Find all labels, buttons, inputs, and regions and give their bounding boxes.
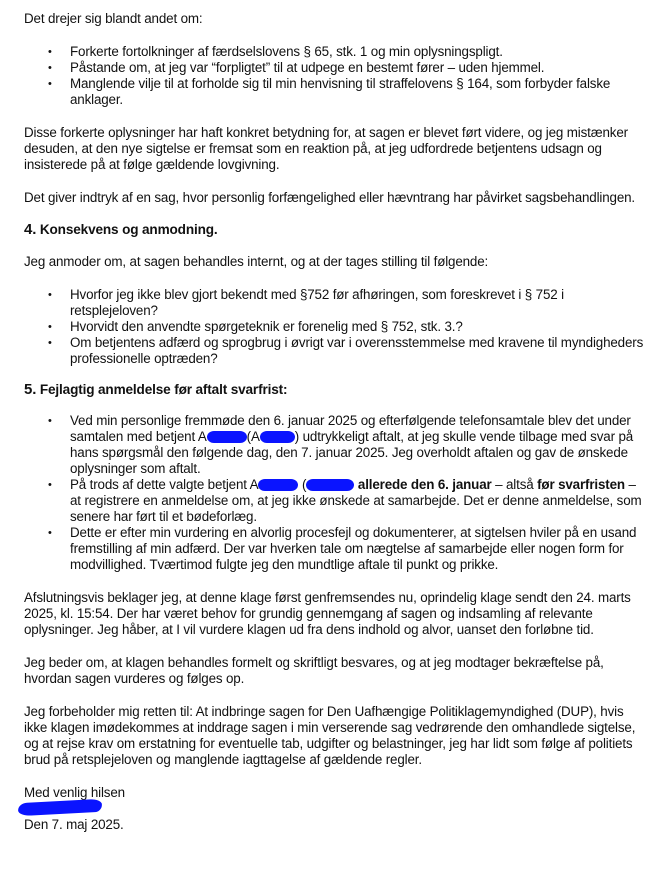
section-heading-4 [24,221,644,239]
list-item-text: Hvorvidt den anvendte spørgeteknik er forenelig med § 752, stk. 3.? [70,319,463,334]
list-item-text: Dette er efter min vurdering en alvorlig procesfejl og dokumenterer, at sigtelsen hviler på en usand fremstilling af min adfærd. Der var hverken tale om nægtelse af samarbejde eller nogen form for modvillighed. Tværtimod fulgte jeg den mundtlige aftale til punkt og prikke. [70,525,637,572]
list-item [24,335,644,367]
document-page [24,11,644,833]
intro-text: Det drejer sig blandt andet om: [24,11,203,26]
section-title: Konsekvens og anmodning. [39,222,218,237]
issues-list [24,44,644,108]
list-item [24,76,644,108]
bullet-icon: • [48,321,52,333]
text-segment: – altså [491,477,538,492]
list-item [24,44,644,60]
section-title: Fejlagtig anmeldelse før aftalt svarfrist: [39,382,288,397]
list-item [24,287,644,319]
section-heading-5 [24,381,644,399]
list-item-text: Om betjentens adfærd og sprogbrug i øvrigt var i overensstemmelse med kravene til myndigheders professionelle optræden? [70,335,644,366]
paragraph: Jeg anmoder om, at sagen behandles internt, og at der tages stilling til følgende: [24,254,489,269]
section-number: 4. [24,221,37,238]
bullet-icon: • [48,415,52,427]
bullet-icon: • [48,62,52,74]
list-item [24,319,644,335]
paragraph: Jeg beder om, at klagen behandles formelt og skriftligt besvares, og at jeg modtager bekræftelse på, hvordan sagen vurderes og følges op. [24,655,604,686]
bullet-icon: • [48,479,52,491]
bullet-icon: • [48,78,52,90]
text-segment: – at registrere en anmeldelse om, at jeg ikke ønskede at samarbejde. Det er denne anmeldelse, som senere har ført til et bødeforlæg. [70,477,642,524]
list-item [24,525,644,573]
list-item [24,60,644,76]
list-item-text: Forkerte fortolkninger af færdselslovens § 65, stk. 1 og min oplysningspligt. [70,44,503,59]
text-segment: ) udtrykkeligt aftalt, at jeg skulle vende tilbage med svar på hans spørgsmål den følgende dag, den 7. januar 2025. Jeg overholdt aftalen og gav de ønskede oplysninger som aftalt. [70,429,634,476]
bold-text: allerede den 6. januar [354,477,492,492]
redacted-name [258,479,298,491]
paragraph: Afslutningsvis beklager jeg, at denne klage først genfremsendes nu, oprindelig klage sendt den 24. marts 2025, kl. 15:54. Der har været behov for grundig gennemgang af sagen og indsamling af relevante oplysninger. Jeg håber, at I vil vurdere klagen ud fra dens indhold og alvor, uanset den forløbne tid. [24,590,631,637]
bullet-icon: • [48,527,52,539]
list-item [24,477,644,525]
list-item-text: Manglende vilje til at forholde sig til min henvisning til straffelovens § 164, som forbyder falske anklager. [70,76,611,107]
paragraph: Det giver indtryk af en sag, hvor personlig forfængelighed eller hævntrang har påvirket sagsbehandlingen. [24,190,636,205]
paragraph: Disse forkerte oplysninger har haft konkret betydning for, at sagen er blevet ført videre, og jeg mistænker desuden, at den nye sigtelse er fremsat som en reaktion på, at jeg udfordrede betjentens udsagn og insisterede på at følge gældende lovgivning. [24,125,628,172]
bullet-icon: • [48,289,52,301]
bullet-icon: • [48,337,52,349]
redacted-id [260,431,295,443]
paragraph: Jeg forbeholder mig retten til: At indbringe sagen for Den Uafhængige Politiklagemyndighed (DUP), hvis ikke klagen imødekommes at inddrage sagen i min verserende sag vedrørende den omhandlede sigtelse, og at rejse krav om erstatning for eventuelle tab, udgifter og belastninger, jeg har lidt som følge af politiets brud på retsplejeloven og manglende iagttagelse af gældende regler. [24,704,636,767]
redacted-name [207,431,247,443]
signature-area [24,801,644,817]
list-item [24,413,644,477]
text-segment: Ved min personlige fremmøde den 6. januar 2025 og efterfølgende telefonsamtale blev det under samtalen med betjent A [70,413,631,444]
section-number: 5. [24,381,37,398]
date-text: Den 7. maj 2025. [24,817,124,832]
bold-text: før svarfristen [537,477,625,492]
list-item-text: Påstande om, at jeg var “forpligtet” til at udpege en bestemt fører – uden hjemmel. [70,60,545,75]
requests-list [24,287,644,367]
redacted-signature [18,799,103,816]
incident-list [24,413,644,573]
text-segment: (A [246,429,260,444]
closing-text: Med venlig hilsen [24,785,125,800]
bullet-icon: • [48,46,52,58]
text-segment: ( [298,477,307,492]
text-segment: På trods af dette valgte betjent A [70,477,259,492]
list-item-text: Hvorfor jeg ikke blev gjort bekendt med §752 før afhøringen, som foreskrevet i § 752 i retsplejeloven? [70,287,564,318]
redacted-id [306,479,354,491]
